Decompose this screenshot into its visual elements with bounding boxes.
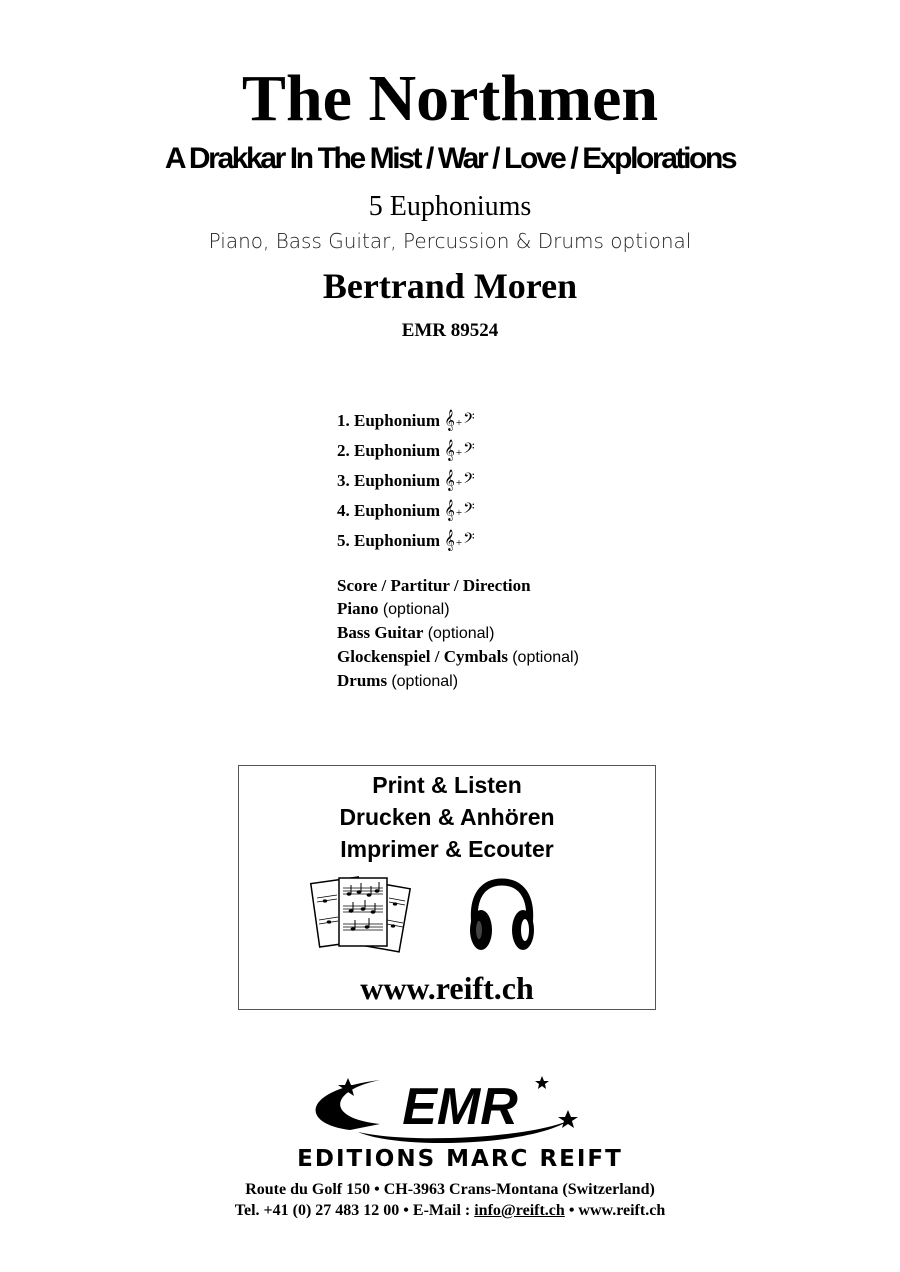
extra-name: Score / Partitur / Direction — [337, 576, 531, 595]
extra-item — [337, 574, 737, 597]
email-link[interactable]: info@reift.ch — [474, 1202, 565, 1219]
promo-line-en: Print & Listen — [372, 772, 522, 798]
extra-note: (optional) — [427, 625, 495, 642]
bass-clef-icon: 𝄢 — [463, 410, 475, 431]
clef-plus: + — [455, 537, 463, 549]
title: The Northmen — [241, 62, 659, 135]
bass-clef-icon: 𝄢 — [463, 530, 475, 551]
part-item — [337, 468, 637, 498]
headphones-icon — [467, 878, 537, 956]
clef-plus: + — [455, 447, 463, 459]
emr-logo — [240, 1072, 680, 1172]
part-item — [337, 408, 637, 438]
treble-clef-icon: 𝄞 — [444, 500, 455, 521]
clef-plus: + — [455, 417, 463, 429]
promo-url-link[interactable]: www.reift.ch — [360, 970, 534, 1006]
extra-name: Bass Guitar — [337, 623, 424, 642]
publisher-web[interactable]: • www.reift.ch — [564, 1202, 666, 1219]
part-label: 3. Euphonium — [337, 471, 440, 490]
publisher-contact — [0, 1200, 900, 1222]
extra-note: (optional) — [512, 649, 579, 666]
extra-item — [337, 669, 737, 693]
treble-clef-icon: 𝄞 — [444, 530, 455, 551]
instrumentation: 5 Euphoniums — [368, 191, 532, 222]
extras-list — [337, 574, 737, 693]
clef-plus: + — [455, 477, 463, 489]
extra-note: (optional) — [391, 673, 459, 690]
part-label: 1. Euphonium — [337, 411, 440, 430]
extra-name: Drums — [337, 671, 388, 690]
part-label: 5. Euphonium — [337, 531, 440, 550]
subtitle: A Drakkar In The Mist / War / Love / Explorations — [164, 142, 736, 175]
extra-name: Piano — [337, 599, 379, 618]
extra-note: (optional) — [382, 601, 450, 618]
part-item — [337, 438, 637, 468]
composer: Bertrand Moren — [322, 266, 578, 306]
parts-list — [337, 408, 637, 558]
extra-name: Glockenspiel / Cymbals — [337, 647, 508, 666]
part-label: 2. Euphonium — [337, 441, 440, 460]
emr-logo-graphic — [240, 1072, 680, 1172]
extra-item — [337, 621, 737, 645]
emr-name-text: EDITIONS MARC REIFT — [297, 1146, 623, 1172]
sheet-music-icon — [309, 874, 421, 956]
bass-clef-icon: 𝄢 — [463, 440, 475, 461]
promo-line-fr: Imprimer & Ecouter — [340, 836, 554, 862]
promo-line-de: Drucken & Anhören — [339, 804, 555, 830]
part-label: 4. Euphonium — [337, 501, 440, 520]
catalog-number: EMR 89524 — [401, 320, 499, 341]
publisher-address: Route du Golf 150 • CH-3963 Crans-Montana (Switzerland) — [245, 1181, 655, 1198]
treble-clef-icon: 𝄞 — [444, 410, 455, 431]
print-listen-box — [238, 765, 656, 1010]
extra-item — [337, 645, 737, 669]
publisher-tel: Tel. +41 (0) 27 483 12 00 • E-Mail : — [234, 1202, 475, 1219]
treble-clef-icon: 𝄞 — [444, 470, 455, 491]
part-item — [337, 528, 637, 558]
extra-item — [337, 597, 737, 621]
bass-clef-icon: 𝄢 — [463, 500, 475, 521]
part-item — [337, 498, 637, 528]
clef-plus: + — [455, 507, 463, 519]
optional-instruments: Piano, Bass Guitar, Percussion & Drums optional — [208, 229, 692, 253]
bass-clef-icon: 𝄢 — [463, 470, 475, 491]
emr-logo-text: EMR — [402, 1078, 518, 1136]
treble-clef-icon: 𝄞 — [444, 440, 455, 461]
